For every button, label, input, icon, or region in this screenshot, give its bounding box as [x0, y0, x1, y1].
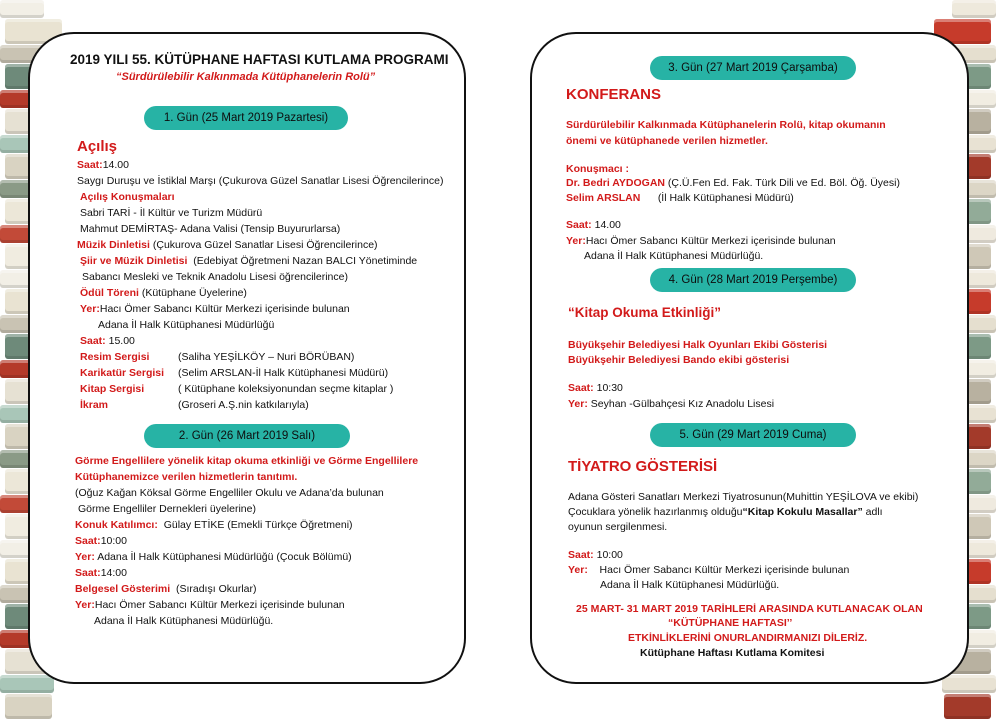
day2-place-1: Yer: Adana İl Halk Kütüphanesi Müdürlüğü (Çocuk Bölümü)	[75, 551, 352, 563]
day4-line-2: Büyükşehir Belediyesi Bando ekibi gösterisi	[568, 354, 790, 366]
day5-place-2: Adana İl Halk Kütüphanesi Müdürlüğü.	[600, 579, 780, 591]
program-subtitle: “Sürdürülebilir Kalkınmada Kütüphanelerin Rolü”	[116, 71, 376, 83]
day1-exhibit-2-value: (Selim ARSLAN-İl Halk Kütüphanesi Müdürü)	[178, 367, 389, 379]
day1-exhibit-4-label: İkram	[80, 399, 109, 411]
day3-speaker-2: Selim ARSLAN (İl Halk Kütüphanesi Müdürü)	[566, 192, 794, 204]
day3-speaker-1: Dr. Bedri AYDOGAN (Ç.Ü.Fen Ed. Fak. Türk Dili ve Ed. Böl. Öğ. Üyesi)	[566, 177, 900, 189]
day3-topic-1: Sürdürülebilir Kalkınmada Kütüphanelerin Rolü, kitap okumanın	[566, 119, 886, 131]
book-spine	[942, 675, 996, 693]
day1-music: Müzik Dinletisi (Çukurova Güzel Sanatlar Lisesi Öğrencilerince)	[77, 239, 378, 251]
day5-time: Saat: 10:00	[568, 549, 623, 561]
day2-guest: Konuk Katılımcı: Gülay ETİKE (Emekli Türkçe Öğretmeni)	[75, 519, 353, 531]
day5-place: Yer: Hacı Ömer Sabancı Kültür Merkezi içerisinde bulunan	[568, 564, 850, 576]
day2-note-1: (Oğuz Kağan Köksal Görme Engelliler Okulu ve Adana’da bulunan	[75, 487, 384, 499]
closing-line-2: “KÜTÜPHANE HAFTASI’’	[668, 617, 793, 629]
day3-time: Saat: 14.00	[566, 219, 621, 231]
day2-documentary: Belgesel Gösterimi (Sıradışı Okurlar)	[75, 583, 257, 595]
day4-line-1: Büyükşehir Belediyesi Halk Oyunları Ekibi Gösterisi	[568, 339, 828, 351]
book-spine	[952, 0, 996, 18]
day2-note-2: Görme Engelliler Dernekleri üyelerine)	[78, 503, 256, 515]
day2-time-2: Saat:14:00	[75, 567, 127, 579]
day1-award: Ödül Töreni (Kütüphane Üyelerine)	[80, 287, 247, 299]
closing-line-3: ETKİNLİKLERİNİ ONURLANDIRMANIZI DİLERİZ.	[628, 632, 868, 644]
day1-exhibit-1-value: (Saliha YEŞİLKÖY – Nuri BÖRÜBAN)	[178, 351, 355, 363]
book-spine	[5, 694, 52, 719]
day2-intro-1: Görme Engellilere yönelik kitap okuma etkinliği ve Görme Engellilere	[75, 455, 419, 467]
day2-place-2: Yer:Hacı Ömer Sabancı Kültür Merkezi içerisinde bulunan	[75, 599, 345, 611]
day4-heading: “Kitap Okuma Etkinliği”	[568, 305, 722, 320]
day1-speeches-label: Açılış Konuşmaları	[80, 191, 175, 203]
day4-badge: 4. Gün (28 Mart 2019 Perşembe)	[650, 268, 856, 292]
day3-place: Yer:Hacı Ömer Sabancı Kültür Merkezi içerisinde bulunan	[566, 235, 836, 247]
day1-poetry-2: Sabancı Mesleki ve Teknik Anadolu Lisesi öğrencilerince)	[82, 271, 348, 283]
day1-place-2: Adana İl Halk Kütüphanesi Müdürlüğü	[98, 319, 275, 331]
day5-desc-1: Adana Gösteri Sanatları Merkezi Tiyatrosunun(Muhittin YEŞİLOVA ve ekibi)	[568, 491, 919, 503]
day5-desc-3: oyunun sergilenmesi.	[568, 521, 668, 533]
day3-topic-2: önemi ve kütüphanede verilen hizmetler.	[566, 135, 768, 147]
program-panel-left	[28, 32, 466, 684]
day2-place-2b: Adana İl Halk Kütüphanesi Müdürlüğü.	[94, 615, 274, 627]
day1-poetry: Şiir ve Müzik Dinletisi (Edebiyat Öğretmeni Nazan BALCI Yönetiminde	[80, 255, 418, 267]
day1-badge: 1. Gün (25 Mart 2019 Pazartesi)	[144, 106, 348, 130]
day2-badge: 2. Gün (26 Mart 2019 Salı)	[144, 424, 350, 448]
day3-place-2: Adana İl Halk Kütüphanesi Müdürlüğü.	[584, 250, 764, 262]
day1-heading: Açılış	[77, 138, 118, 155]
day1-time-1: Saat:14.00	[77, 159, 129, 171]
day2-intro-2: Kütüphanemizce verilen hizmetlerin tanıtımı.	[75, 471, 298, 483]
day1-exhibit-4-value: (Groseri A.Ş.nin katkılarıyla)	[178, 399, 309, 411]
day1-exhibit-3-label: Kitap Sergisi	[80, 383, 145, 395]
day1-anthem: Saygı Duruşu ve İstiklal Marşı (Çukurova Güzel Sanatlar Lisesi Öğrencilerince)	[77, 175, 444, 187]
day1-time-2: Saat: 15.00	[80, 335, 135, 347]
program-panel-right	[530, 32, 969, 684]
day3-badge: 3. Gün (27 Mart 2019 Çarşamba)	[650, 56, 856, 80]
day1-exhibit-3-value: ( Kütüphane koleksiyonundan seçme kitaplar )	[178, 383, 394, 395]
day2-time-1: Saat:10:00	[75, 535, 127, 547]
day5-badge: 5. Gün (29 Mart 2019 Cuma)	[650, 423, 856, 447]
book-spine	[0, 0, 44, 18]
day5-desc-2: Çocuklara yönelik hazırlanmış olduğu“Kitap Kokulu Masallar” adlı	[568, 506, 883, 518]
program-title: 2019 YILI 55. KÜTÜPHANE HAFTASI KUTLAMA PROGRAMI	[70, 52, 449, 67]
day1-place: Yer:Hacı Ömer Sabancı Kültür Merkezi içerisinde bulunan	[80, 303, 350, 315]
day4-time: Saat: 10:30	[568, 382, 623, 394]
day1-speaker-1: Sabri TARİ - İl Kültür ve Turizm Müdürü	[80, 207, 263, 219]
closing-line-1: 25 MART- 31 MART 2019 TARİHLERİ ARASINDA KUTLANACAK OLAN	[576, 603, 923, 615]
day3-heading: KONFERANS	[566, 86, 662, 103]
day1-exhibit-2-label: Karikatür Sergisi	[80, 367, 165, 379]
day3-speakers-label: Konuşmacı :	[566, 163, 630, 175]
day5-heading: TİYATRO GÖSTERİSİ	[568, 458, 718, 475]
book-spine	[0, 675, 54, 693]
day1-exhibit-1-label: Resim Sergisi	[80, 351, 150, 363]
closing-signature: Kütüphane Haftası Kutlama Komitesi	[640, 647, 825, 659]
day1-speaker-2: Mahmut DEMİRTAŞ- Adana Valisi (Tensip Buyururlarsa)	[80, 223, 341, 235]
day4-place: Yer: Seyhan -Gülbahçesi Kız Anadolu Lisesi	[568, 398, 775, 410]
book-spine	[944, 694, 991, 719]
